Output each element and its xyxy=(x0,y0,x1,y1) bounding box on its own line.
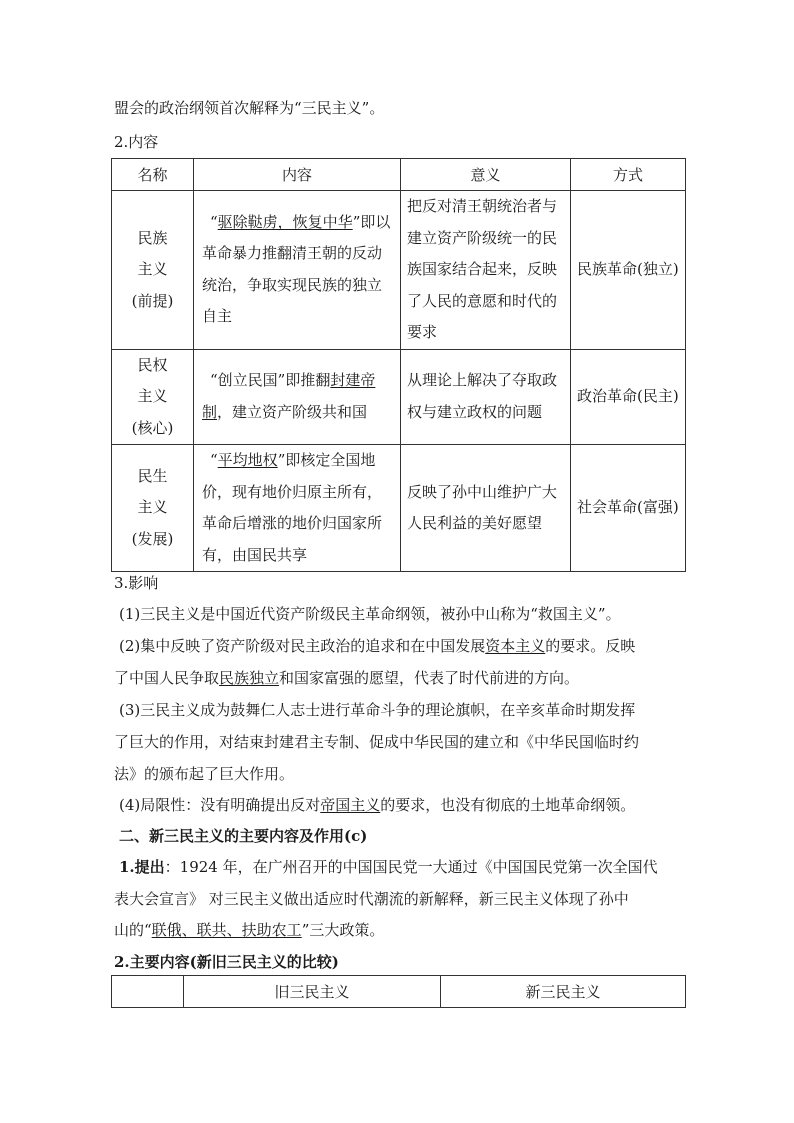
section-main-content-heading: 2.主要内容(新旧三民主义的比较) xyxy=(114,953,339,971)
influence-paragraph-4: (4)局限性：没有明确提出反对帝国主义的要求，也没有彻底的土地革命纲领。 xyxy=(119,796,636,814)
row-way-cell: 民族革命(独立) xyxy=(571,191,686,350)
propose-line-1: 1.提出：1924 年，在广州召开的中国国民党一大通过《中国国民党第一次全国代 xyxy=(119,858,658,876)
influence-paragraph-3-line-1: (3)三民主义成为鼓舞仁人志士进行革命斗争的理论旗帜，在辛亥革命时期发挥 xyxy=(119,701,636,719)
influence-paragraph-2-line-2: 了中国人民争取民族独立和国家富强的愿望，代表了时代前进的方向。 xyxy=(114,669,580,687)
header-meaning: 意义 xyxy=(401,159,571,191)
section-influence-heading: 3.影响 xyxy=(114,574,159,592)
row-name-cell: 民权 主义 (核心) xyxy=(112,349,194,445)
row-way-cell: 社会革命(富强) xyxy=(571,445,686,572)
influence-paragraph-3-line-2: 了巨大的作用，对结束封建君主专制、促成中华民国的建立和《中华民国临时约 xyxy=(114,733,640,751)
propose-line-2: 表大会宣言》 对三民主义做出适应时代潮流的新解释，新三民主义体现了孙中 xyxy=(114,890,629,908)
section-content-heading: 2.内容 xyxy=(114,133,159,151)
table-header-row xyxy=(112,159,686,191)
content-table xyxy=(111,158,686,572)
section-heading-new-three-principles: 二、新三民主义的主要内容及作用(c) xyxy=(119,827,368,845)
row-meaning-cell: 把反对清王朝统治者与建立资产阶级统一的民族国家结合起来，反映了人民的意愿和时代的要求 xyxy=(401,191,571,350)
row-name-cell: 民生 主义 (发展) xyxy=(112,445,194,572)
propose-line-3: 山的“联俄、联共、扶助农工”三大政策。 xyxy=(114,921,385,939)
intro-line: 盟会的政治纲领首次解释为“三民主义”。 xyxy=(114,99,385,117)
influence-paragraph-2-line-1: (2)集中反映了资产阶级对民主政治的追求和在中国发展资本主义的要求。反映 xyxy=(119,637,636,655)
influence-paragraph-3-line-3: 法》的颁布起了巨大作用。 xyxy=(114,765,295,783)
header-content: 内容 xyxy=(194,159,401,191)
comparison-header-old: 旧三民主义 xyxy=(184,976,441,1008)
comparison-header-new: 新三民主义 xyxy=(441,976,686,1008)
header-name: 名称 xyxy=(112,159,194,191)
table-row xyxy=(112,445,686,572)
header-way: 方式 xyxy=(571,159,686,191)
row-meaning-cell: 从理论上解决了夺取政权与建立政权的问题 xyxy=(401,349,571,445)
comparison-header-row xyxy=(112,976,686,1008)
row-meaning-cell: 反映了孙中山维护广大人民利益的美好愿望 xyxy=(401,445,571,572)
row-content-cell: “平均地权”即核定全国地价，现有地价归原主所有，革命后增涨的地价归国家所有，由国民共享 xyxy=(194,445,401,572)
table-row xyxy=(112,349,686,445)
table-row xyxy=(112,191,686,350)
comparison-header-blank xyxy=(112,976,184,1008)
row-way-cell: 政治革命(民主) xyxy=(571,349,686,445)
row-content-cell: “驱除鞑虏，恢复中华”即以革命暴力推翻清王朝的反动统治，争取实现民族的独立自主 xyxy=(194,191,401,350)
comparison-table xyxy=(111,975,686,1008)
row-name-cell: 民族 主义 (前提) xyxy=(112,191,194,350)
influence-paragraph-1: (1)三民主义是中国近代资产阶级民主革命纲领，被孙中山称为“救国主义”。 xyxy=(119,605,621,623)
row-content-cell: “创立民国”即推翻封建帝制，建立资产阶级共和国 xyxy=(194,349,401,445)
